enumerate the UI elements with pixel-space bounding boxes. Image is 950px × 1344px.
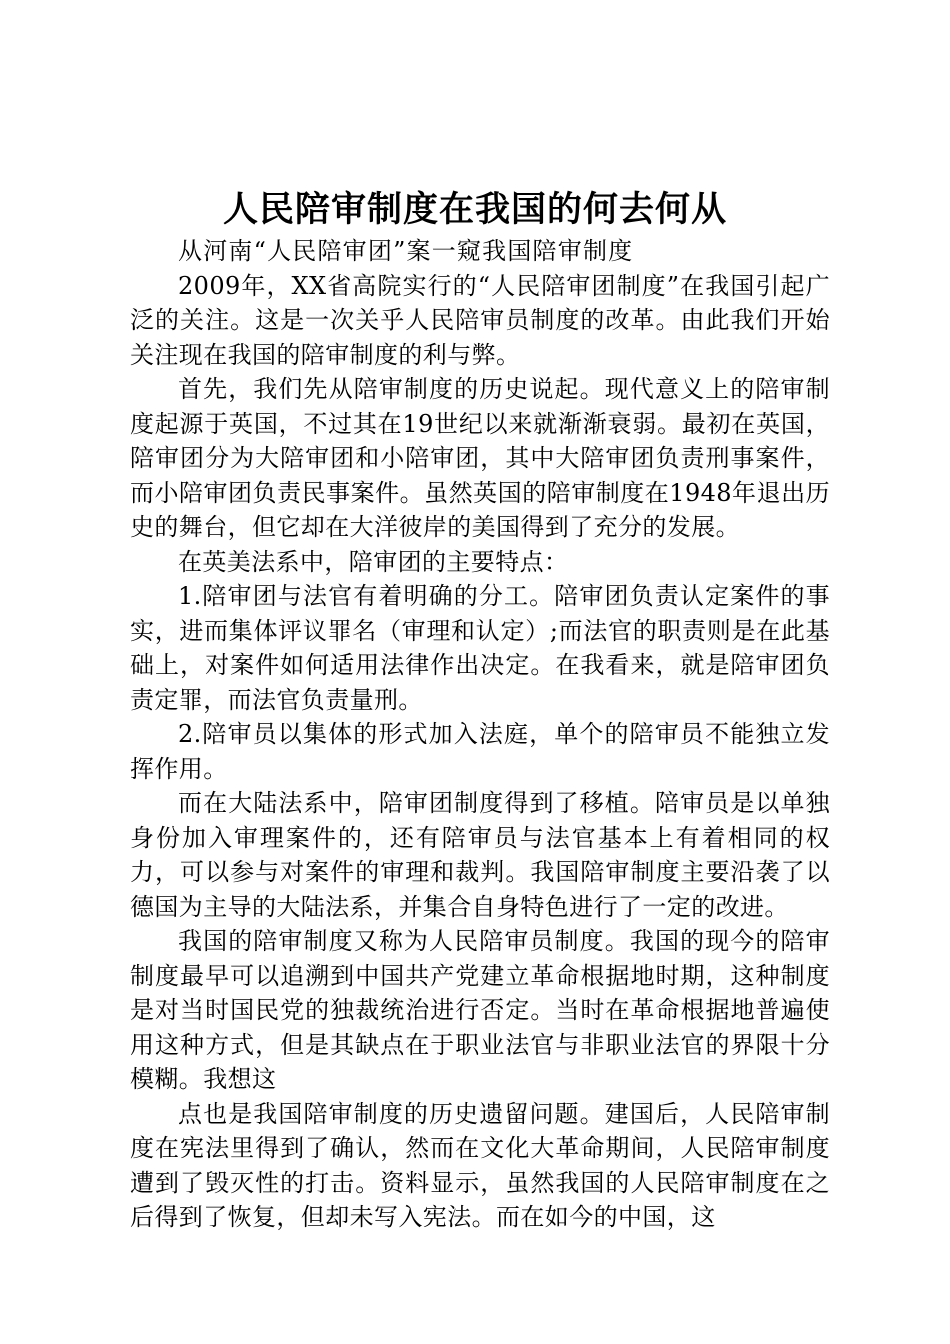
document-body <box>130 234 830 1235</box>
body-paragraph: 而在大陆法系中，陪审团制度得到了移植。陪审员是以单独身份加入审理案件的，还有陪审员与法官基本上有着相同的权力，可以参与对案件的审理和裁判。我国陪审制度主要沿袭了以德国为主导的大陆法系，并集合自身特色进行了一定的改进。 <box>130 789 830 921</box>
body-paragraph: 2009年，XX省高院实行的“人民陪审团制度”在我国引起广泛的关注。这是一次关乎人民陪审员制度的改革。由此我们开始关注现在我国的陪审制度的利与弊。 <box>130 271 830 369</box>
body-paragraph: 2.陪审员以集体的形式加入法庭，单个的陪审员不能独立发挥作用。 <box>130 720 830 783</box>
body-paragraph: 1.陪审团与法官有着明确的分工。陪审团负责认定案件的事实，进而集体评议罪名（审理和认定）;而法官的职责则是在此基础上，对案件如何适用法律作出决定。在我看来，就是陪审团负责定罪，而法官负责量刑。 <box>130 582 830 714</box>
body-paragraph: 在英美法系中，陪审团的主要特点： <box>178 547 569 576</box>
body-paragraph: 我国的陪审制度又称为人民陪审员制度。我国的现今的陪审制度最早可以追溯到中国共产党建立革命根据地时期，这种制度是对当时国民党的独裁统治进行否定。当时在革命根据地普遍使用这种方式，但是其缺点在于职业法官与非职业法官的界限十分模糊。我想这 <box>130 927 830 1093</box>
body-paragraph: 首先，我们先从陪审制度的历史说起。现代意义上的陪审制度起源于英国，不过其在19世纪以来就渐渐衰弱。最初在英国，陪审团分为大陪审团和小陪审团，其中大陪审团负责刑事案件，而小陪审团负责民事案件。虽然英国的陪审制度在1948年退出历史的舞台，但它却在大洋彼岸的美国得到了充分的发展。 <box>130 375 830 541</box>
subtitle-paragraph: 从河南“人民陪审团”案一窥我国陪审制度 <box>178 237 634 265</box>
body-paragraph: 点也是我国陪审制度的历史遗留问题。建国后，人民陪审制度在宪法里得到了确认，然而在文化大革命期间，人民陪审制度遭到了毁灭性的打击。资料显示，虽然我国的人民陪审制度在之后得到了恢复，但却未写入宪法。而在如今的中国，这 <box>130 1099 830 1231</box>
document-title: 人民陪审制度在我国的何去何从 <box>222 189 727 230</box>
